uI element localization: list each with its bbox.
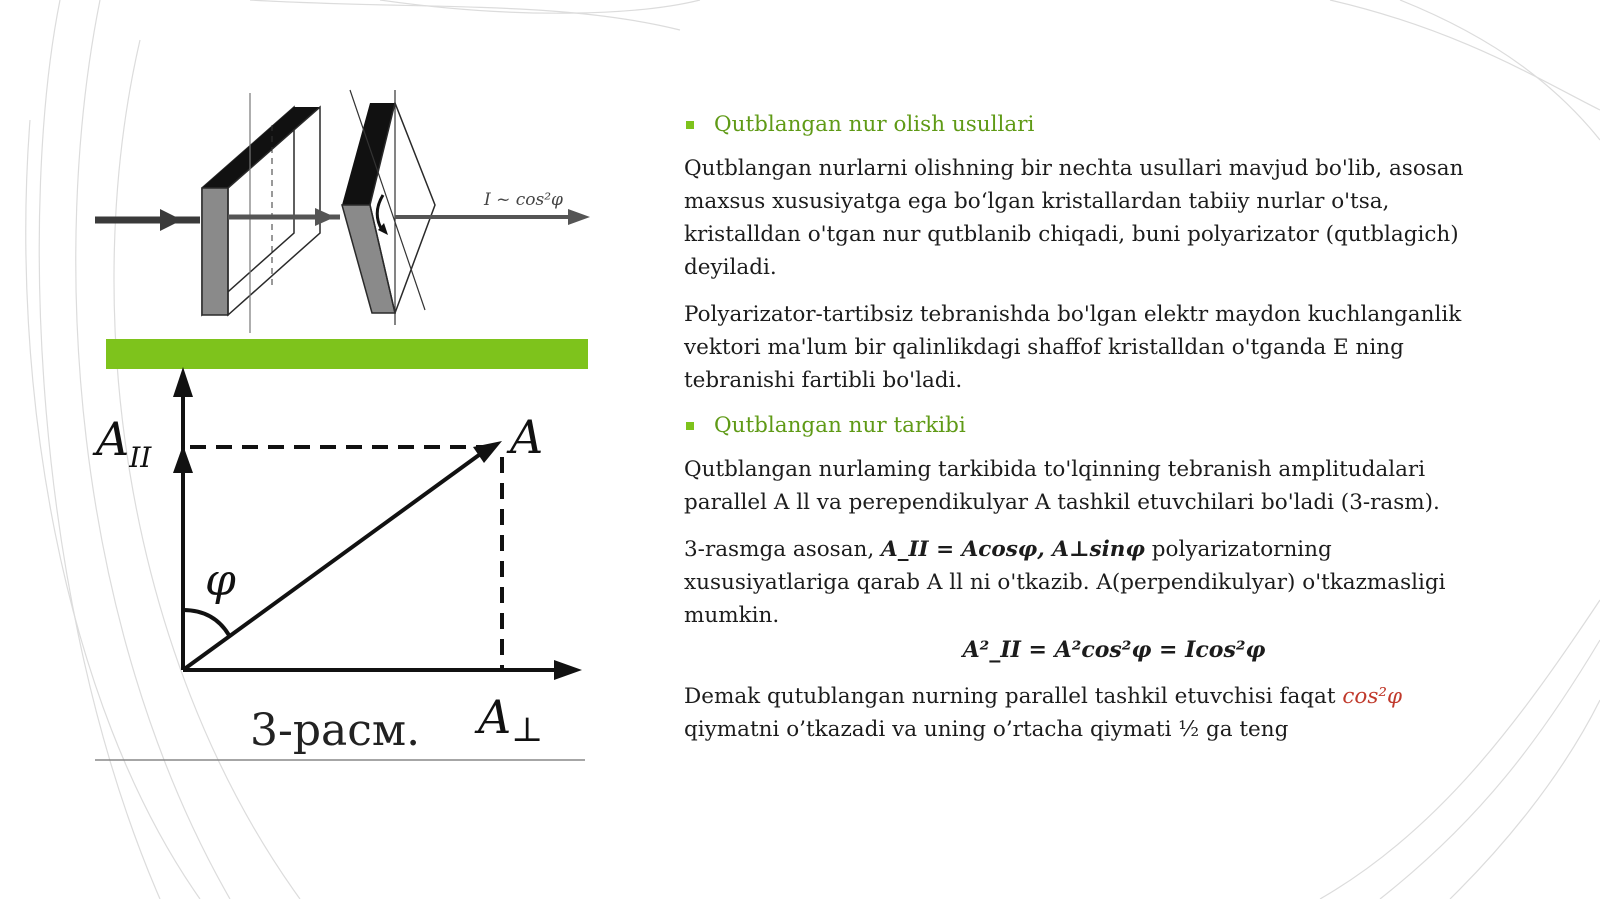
- text-column: [684, 110, 1504, 746]
- para3-prefix: 3-rasmga asosan,: [684, 537, 882, 562]
- inline-formula: A_II = Acosφ, A⊥sinφ: [881, 537, 1145, 562]
- paragraph: Polyarizator-tartibsiz tebranishda bo'lgan elektr maydon kuchlanganlik vektori ma'lum bir qalinlikdagi shaffof kristalldan o'tganda E ning tebranishi fartibli bo'ladi.: [684, 302, 1462, 393]
- section-heading: [684, 411, 1504, 441]
- label-phi: φ: [205, 555, 236, 606]
- label-a-perp: A⊥: [478, 690, 544, 750]
- highlight-formula: cos²φ: [1342, 684, 1403, 709]
- intensity-label: I ~ cos²φ: [484, 190, 563, 210]
- label-a-parallel: $A_{II}$: [96, 412, 152, 474]
- analyzer-plate: [342, 90, 435, 325]
- label-a: A: [510, 410, 544, 464]
- centered-formula: A²_II = A²cos²φ = Icos²φ: [962, 637, 1266, 663]
- a-parallel-arrow-head: [173, 445, 193, 473]
- section-heading: [684, 110, 1504, 140]
- polarizer-plate: [202, 93, 320, 333]
- bullet-icon: [686, 121, 694, 129]
- para4-prefix: Demak qutublangan nurning parallel tashkil etuvchisi faqat: [684, 684, 1343, 709]
- paragraph-with-formula: [684, 533, 1504, 632]
- bullet-icon: [686, 422, 694, 430]
- vector-decomposition-diagram: [90, 365, 610, 785]
- paragraph: Qutblangan nurlaming tarkibida to'lqinning tebranish amplitudalari parallel A ll va perependikulyar A tashkil etuvchilari bo'ladi (3-rasm).: [684, 457, 1440, 515]
- para3-suffix: polyarizatorning xususiyatlariga qarab A ll ni o'tkazib. A(perpendikulyar) o'tkazmasligi mumkin.: [684, 537, 1446, 628]
- para4-suffix: qiymatni o’tkazadi va uning o’rtacha qiymati ½ ga teng: [684, 717, 1289, 742]
- section-heading-text: Qutblangan nur tarkibi: [714, 413, 966, 438]
- x-arrow-head: [554, 660, 582, 680]
- y-arrow-head: [173, 367, 193, 397]
- paragraph-conclusion: [684, 680, 1504, 746]
- paragraph: Qutblangan nurlarni olishning bir nechta usullari mavjud bo'lib, asosan maxsus xususiyatga ega bo‘lgan kristallardan tabiiy nurlar o'tsa, kristalldan o'tgan nur qutblanib chiqadi, buni polyarizator (qutblagich) deyiladi.: [684, 156, 1464, 280]
- figure-caption: 3-расм.: [250, 705, 421, 756]
- section-heading-text: Qutblangan nur olish usullari: [714, 112, 1035, 137]
- polarizer-diagram: [90, 85, 610, 335]
- vector-a-arrow-head: [473, 441, 502, 463]
